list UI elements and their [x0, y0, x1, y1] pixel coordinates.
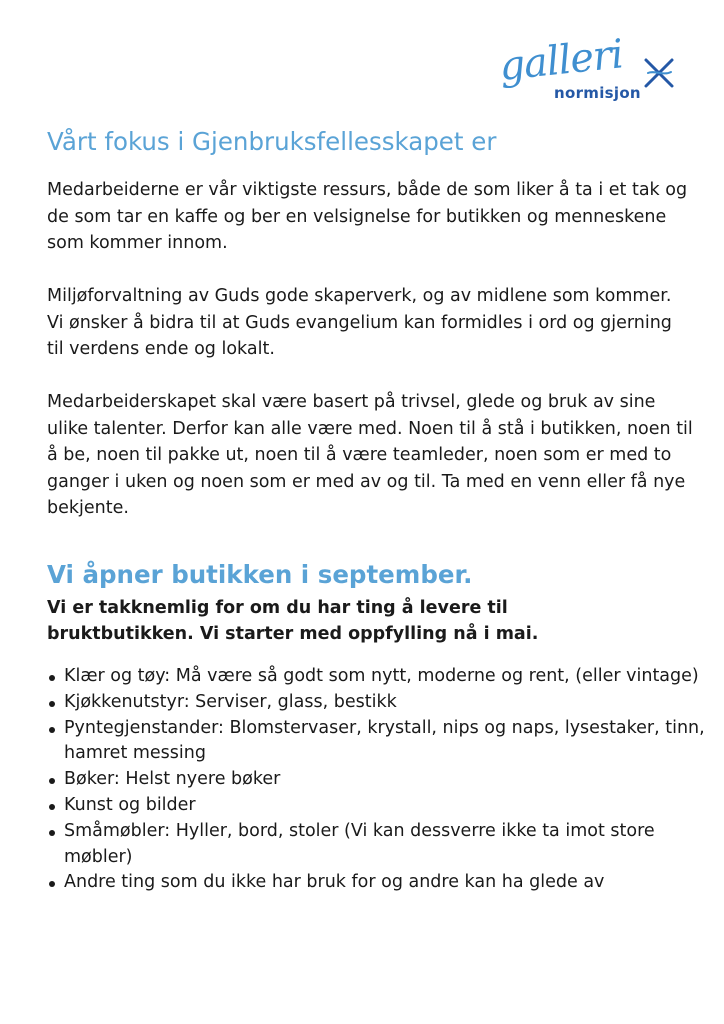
donation-items-list	[47, 664, 707, 896]
list-item-text: Andre ting som du ikke har bruk for og andre kan ha glede av	[64, 872, 605, 893]
list-item	[47, 870, 707, 896]
lead-text	[47, 595, 538, 647]
list-item-text: Klær og tøy: Må være så godt som nytt, moderne og rent, (eller vintage)	[64, 666, 699, 686]
list-item-text: Kjøkkenutstyr: Serviser, glass, bestikk	[64, 691, 397, 712]
list-item	[47, 819, 707, 871]
text-line: Medarbeiderskapet skal være basert på trivsel, glede og bruk av sine	[47, 392, 656, 412]
list-item	[47, 664, 707, 690]
section-title-focus: Vårt fokus i Gjenbruksfellesskapet er	[47, 127, 497, 156]
text-line: som kommer innom.	[47, 233, 228, 253]
text-line: Medarbeiderne er vår viktigste ressurs, både de som liker å ta i et tak og	[47, 180, 688, 200]
logo-subtitle: normisjon	[554, 84, 641, 102]
text-line: bruktbutikken. Vi starter med oppfylling nå i mai.	[47, 624, 539, 644]
list-item	[47, 690, 707, 716]
normisjon-cross-icon	[642, 56, 676, 90]
text-line: Vi ønsker å bidra til at Guds evangelium kan formidles i ord og gjerning	[47, 312, 672, 333]
list-item-text: Bøker: Helst nyere bøker	[64, 769, 281, 790]
list-item-text: Pyntegjenstander: Blomstervaser, krystall, nips og naps, lysestaker, tinn,	[64, 717, 705, 738]
paragraph-environment	[47, 283, 697, 363]
text-line: Vi er takknemlig for om du har ting å levere til	[47, 598, 508, 618]
list-item	[47, 793, 707, 819]
text-line: bekjente.	[47, 498, 129, 518]
text-line: de som tar en kaffe og ber en velsignelse for butikken og menneskene	[47, 206, 667, 227]
list-item	[47, 767, 707, 793]
logo-wordmark: galleri	[497, 31, 625, 90]
list-item-text: hamret messing	[64, 743, 206, 764]
list-item-text: Kunst og bilder	[64, 794, 196, 815]
paragraph-coworkers	[47, 177, 697, 257]
text-line: ulike talenter. Derfor kan alle være med. Noen til å stå i butikken, noen til	[47, 418, 693, 439]
list-item	[47, 716, 707, 768]
list-item-text: møbler)	[64, 846, 133, 867]
paragraph-fellowship	[47, 389, 697, 522]
galleri-normisjon-logo	[494, 31, 684, 118]
text-line: til verdens ende og lokalt.	[47, 339, 275, 359]
list-item-text: Småmøbler: Hyller, bord, stoler (Vi kan dessverre ikke ta imot store	[64, 820, 655, 841]
section-title-opening: Vi åpner butikken i september.	[47, 560, 473, 589]
text-line: å be, noen til pakke ut, noen til å være teamleder, noen som er med to	[47, 445, 672, 465]
text-line: ganger i uken og noen som er med av og til. Ta med en venn eller få nye	[47, 471, 686, 492]
text-line: Miljøforvaltning av Guds gode skaperverk, og av midlene som kommer.	[47, 286, 672, 306]
